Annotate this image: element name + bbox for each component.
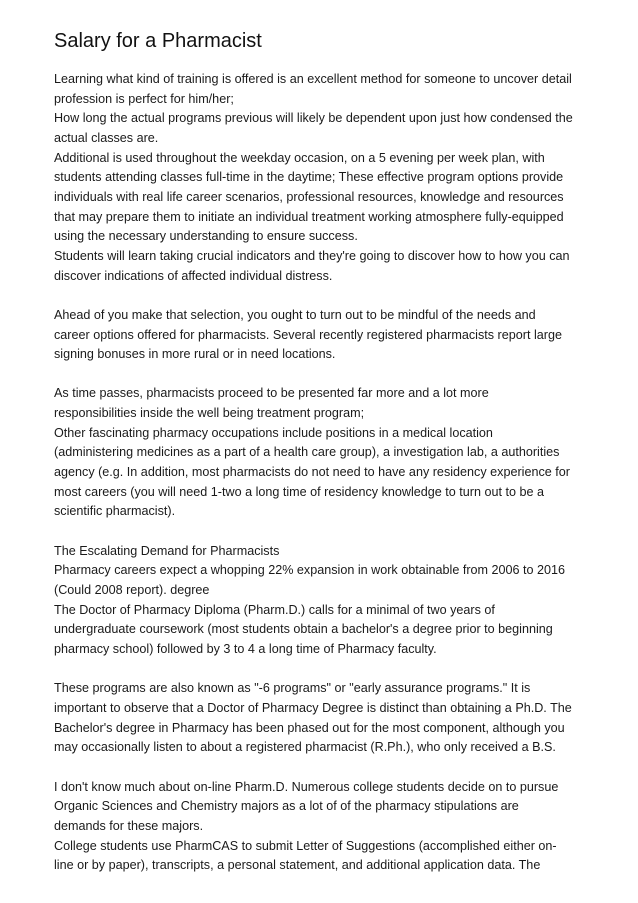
text-line: Ahead of you make that selection, you ought to turn out to be mindful of the needs and — [54, 307, 536, 322]
text-line: Additional is used throughout the weekday occasion, on a 5 evening per week plan, with — [54, 150, 545, 165]
text-line: College students use PharmCAS to submit Letter of Suggestions (accomplished either on- — [54, 838, 557, 853]
paragraph-4 — [54, 542, 592, 660]
text-line: scientific pharmacist). — [54, 504, 176, 519]
text-line: important to observe that a Doctor of Pharmacy Degree is distinct than obtaining a Ph.D. The — [54, 700, 572, 715]
text-line: undergraduate coursework (most students obtain a bachelor's a degree prior to beginning — [54, 622, 553, 637]
paragraph-3 — [54, 384, 592, 522]
document-page — [54, 28, 592, 895]
text-line: signing bonuses in more rural or in need locations. — [54, 347, 336, 362]
text-line: Bachelor's degree in Pharmacy has been phased out for the most component, although you — [54, 720, 565, 735]
text-line: agency (e.g. In addition, most pharmacists do not need to have any residency experience for — [54, 465, 570, 480]
text-line: profession is perfect for him/her; — [54, 91, 234, 106]
text-line: career options offered for pharmacists. Several recently registered pharmacists report large — [54, 327, 562, 342]
text-line: actual classes are. — [54, 130, 159, 145]
text-line: demands for these majors. — [54, 818, 204, 833]
text-line: Students will learn taking crucial indicators and they're going to discover how to how you can — [54, 248, 570, 263]
text-line: that may prepare them to initiate an individual treatment working atmosphere fully-equipped — [54, 209, 564, 224]
paragraph-6 — [54, 778, 592, 876]
text-line: discover indications of affected individual distress. — [54, 268, 333, 283]
paragraph-5 — [54, 679, 592, 758]
text-line: line or by paper), transcripts, a personal statement, and additional application data. The — [54, 858, 541, 873]
text-line: Organic Sciences and Chemistry majors as a lot of of the pharmacy stipulations are — [54, 799, 519, 814]
text-line: As time passes, pharmacists proceed to be presented far more and a lot more — [54, 386, 489, 401]
text-line: How long the actual programs previous will likely be dependent upon just how condensed the — [54, 111, 573, 126]
section-heading: The Escalating Demand for Pharmacists — [54, 543, 280, 558]
text-line: Pharmacy careers expect a whopping 22% expansion in work obtainable from 2006 to 2016 — [54, 563, 566, 578]
text-line: responsibilities inside the well being treatment program; — [54, 406, 365, 421]
text-line: most careers (you will need 1-two a long time of residency knowledge to turn out to be a — [54, 484, 545, 499]
text-line: (Could 2008 report). degree — [54, 583, 210, 598]
text-line: individuals with real life career scenarios, professional resources, knowledge and resources — [54, 189, 564, 204]
page-title: Salary for a Pharmacist — [54, 30, 262, 52]
text-line: (administering medicines as a part of a health care group), a investigation lab, a authorities — [54, 445, 560, 460]
text-line: pharmacy school) followed by 3 to 4 a long time of Pharmacy faculty. — [54, 641, 437, 656]
text-line: I don't know much about on-line Pharm.D. Numerous college students decide on to pursue — [54, 779, 559, 794]
text-line: students attending classes full-time in the daytime; These effective program options provide — [54, 170, 564, 185]
paragraph-2 — [54, 306, 592, 365]
text-line: Other fascinating pharmacy occupations include positions in a medical location — [54, 425, 493, 440]
text-line: The Doctor of Pharmacy Diploma (Pharm.D.) calls for a minimal of two years of — [54, 602, 495, 617]
text-line: These programs are also known as "-6 programs" or "early assurance programs." It is — [54, 681, 531, 696]
text-line: using the necessary understanding to ensure success. — [54, 229, 358, 244]
text-line: may occasionally listen to about a registered pharmacist (R.Ph.), who only received a B.S. — [54, 740, 556, 755]
paragraph-1 — [54, 70, 592, 286]
text-line: Learning what kind of training is offered is an excellent method for someone to uncover detail — [54, 72, 572, 86]
